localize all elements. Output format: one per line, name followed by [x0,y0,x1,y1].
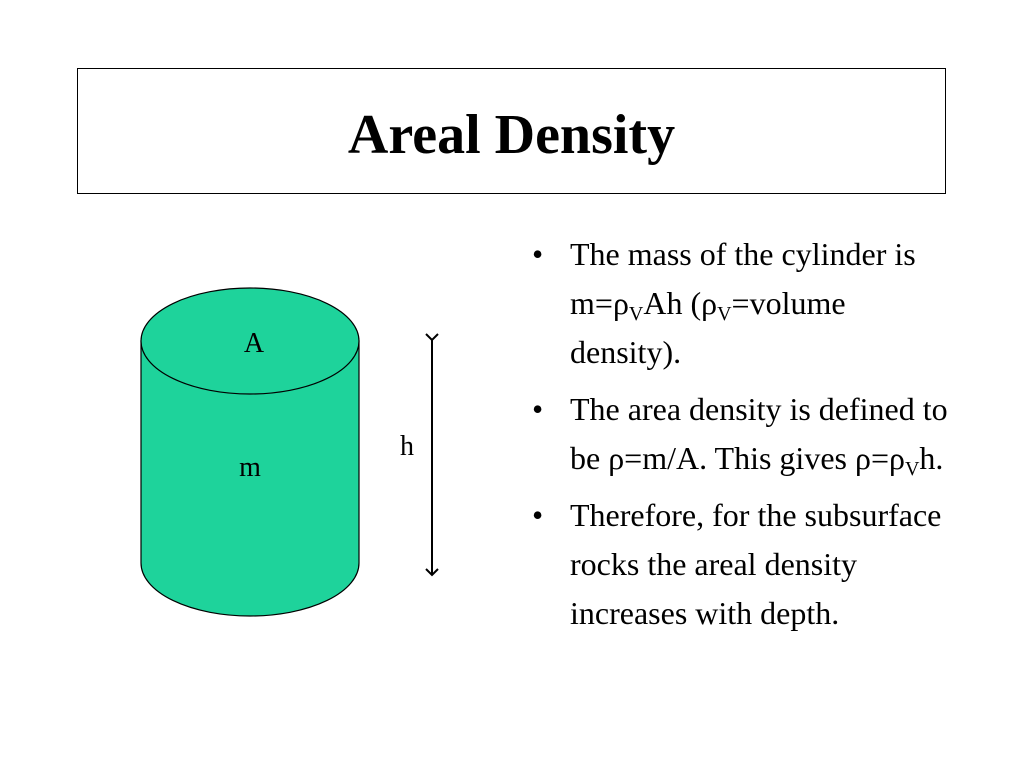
bullet-item-conclusion [532,491,952,638]
bullet-item-mass [532,230,952,377]
area-label: A [243,328,265,359]
bullet-text: The area density is defined to be ρ=m/A. This gives ρ=ρ [570,391,948,476]
height-label: h [400,431,414,462]
bullet-item-area-density [532,385,952,483]
mass-label: m [239,452,261,483]
subscript: V [904,458,920,480]
bullet-list [532,230,952,646]
slide-title: Areal Density [347,104,676,166]
bullet-text: The mass of the cylinder is m=ρ [570,236,916,321]
bullet-text: Therefore, for the subsurface rocks the areal density increases with depth. [570,497,942,631]
subscript: V [628,303,644,325]
bullet-marker: • [532,497,544,533]
bullet-text: =volume density). [570,285,846,370]
bullet-marker: • [532,391,544,427]
bullet-text: h. [919,440,944,476]
bullet-text: Ah (ρ [643,285,718,321]
bullet-marker: • [532,236,544,272]
subscript: V [717,303,732,325]
